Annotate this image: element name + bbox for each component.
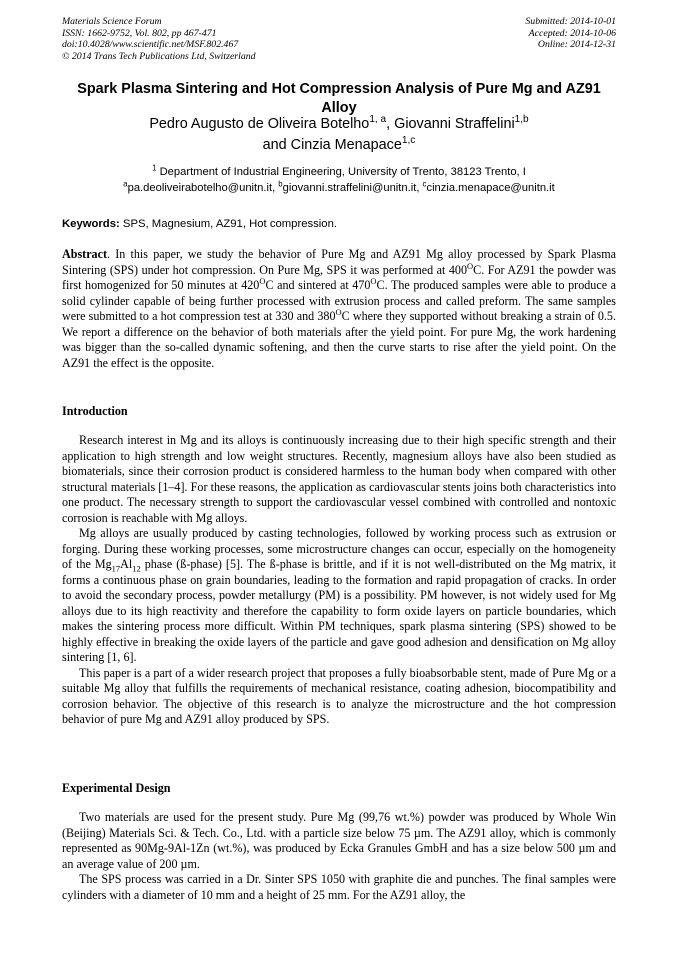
paragraph: This paper is a part of a wider research project that proposes a fully bioabsorbable stent, made of Pure Mg or a suitable Mg alloy that fulfills the requirements of mechanical resistance, coating adhesion, biocompatibility and corrosion behavior. The objective of this research is to analyze the microstructure and the hot compression behavior of pure Mg and AZ91 alloy produced by SPS. <box>62 665 616 726</box>
paragraph-text: Al <box>120 557 133 571</box>
section-heading-introduction: Introduction <box>62 404 128 418</box>
abstract-label: Abstract <box>62 247 108 261</box>
journal-name: Materials Science Forum <box>62 16 162 27</box>
author-separator: , <box>386 116 395 132</box>
subscript: 17 <box>111 563 121 574</box>
experimental-body <box>62 810 616 903</box>
author-name: Pedro Augusto de Oliveira Botelho <box>149 116 370 132</box>
degree-mark: O <box>335 306 342 317</box>
abstract-text: . In this paper, we study the behavior of Pure Mg and AZ91 Mg alloy processed by Spark Plasma Sintering (SPS) under hot compression. On Pure Mg, SPS it was performed at 400 <box>62 247 616 277</box>
paragraph-text: phase (ß-phase) [5]. The ß-phase is brittle, and if it is not well-distributed on the Mg matrix, it forms a continuous phase on grain boundaries, leading to the formation and rapid propagation of cracks. In order to avoid the secondary process, powder metallurgy (PM) is a possibility. PM however, is not widely used for Mg alloys due to its high reactivity and therefore the capability to form oxide layers on particle boundaries, which makes the sintering process more difficult. Within PM techniques, spark plasma sintering (SPS) showed to be highly effective in breaking the oxide layers of the particle and gave good adhesion and densification on Mg alloy sintering [1, 6]. <box>62 557 616 664</box>
doi: doi:10.4028/www.scientific.net/MSF.802.467 <box>62 39 239 51</box>
keywords-text: SPS, Magnesium, AZ91, Hot compression. <box>119 218 338 230</box>
degree-mark: O <box>370 275 377 286</box>
affil-text: Department of Industrial Engineering, University of Trento, 38123 Trento, I <box>156 166 526 178</box>
email-link[interactable]: giovanni.straffelini@unitn.it, <box>282 181 423 194</box>
abstract <box>62 247 616 371</box>
degree-mark: O <box>259 275 266 286</box>
dates-header <box>525 16 616 51</box>
author-affil-mark: 1,c <box>401 135 416 147</box>
abstract-text: C where they supported without breaking a strain of 0.5. We report a difference on the behavior of both materials after the yield point. For pure Mg, the work hardening was bigger than the so-called dynamic softening, and then the curve starts to rise after the yield point. On the AZ91 the effect is the opposite. <box>62 309 616 370</box>
degree-mark: O <box>467 260 474 271</box>
submitted-date: Submitted: 2014-10-01 <box>525 16 616 27</box>
email-mark: b <box>278 178 283 188</box>
journal-header <box>62 16 256 62</box>
accepted-date: Accepted: 2014-10-06 <box>528 27 616 39</box>
paragraph: The SPS process was carried in a Dr. Sinter SPS 1050 with graphite die and punches. The final samples were cylinders with a diameter of 10 mm and a height of 25 mm. For the AZ91 alloy, the <box>62 872 616 902</box>
paragraph: Two materials are used for the present study. Pure Mg (99,76 wt.%) powder was produced by Whole Win (Beijing) Materials Sci. & Tech. Co., Ltd. with a particle size below 75 µm. The AZ91 alloy, which is commonly represented as 90Mg-9Al-1Zn (wt.%), was produced by Ecka Granules GmbH and has a size below 500 µm and an average value of 200 µm. <box>62 810 616 871</box>
subscript: 12 <box>132 563 141 574</box>
email-link[interactable]: pa.deoliveirabotelho@unitn.it, <box>127 181 279 194</box>
paragraph: Research interest in Mg and its alloys is continuously increasing due to their high specific strength and their application to high strength and low weight structures. Recently, magnesium alloys have also been studied as biomaterials, since their corrosion product is considered harmless to the human body when compared with other structural materials [1–4]. For these reasons, the application as cardiovascular stents joins both characteristics into one product. The necessary strength to support the cardiovascular vessel combined with controlled and nontoxic corrosion is reachable with Mg alloys. <box>62 433 616 525</box>
keywords <box>62 218 616 230</box>
paper-title: Spark Plasma Sintering and Hot Compression Analysis of Pure Mg and AZ91 Alloy <box>77 81 601 116</box>
affil-mark: 1 <box>152 163 157 173</box>
email-mark: a <box>123 178 128 188</box>
authors <box>62 114 616 156</box>
email-mark: c <box>422 178 427 188</box>
issn: ISSN: 1662-9752, Vol. 802, pp 467-471 <box>62 27 217 39</box>
abstract-text: C. For AZ91 the powder was first homogenized for 50 minutes at 420 <box>62 262 616 292</box>
author-affil-mark: 1, a <box>369 114 387 126</box>
keywords-label: Keywords: <box>62 218 120 230</box>
abstract-text: C. The produced samples were able to produce a solid cylinder capable of being further processed with extrusion process and called preform. The same samples were submitted to a hot compression test at 330 and 380 <box>62 278 617 323</box>
paragraph <box>62 526 616 666</box>
abstract-text: C and sintered at 470 <box>265 278 371 292</box>
affiliation <box>62 165 616 196</box>
introduction-body <box>62 433 616 728</box>
paragraph-text: Mg alloys are usually produced by casting technologies, followed by working process such as extrusion or forging. During these working processes, some microstructure changes can occur, especially on the homogeneity of the Mg <box>62 526 616 571</box>
author-affil-mark: 1,b <box>514 114 529 126</box>
author-name: and Cinzia Menapace <box>262 137 402 153</box>
author-name: Giovanni Straffelini <box>394 116 515 132</box>
section-heading-experimental: Experimental Design <box>62 781 171 795</box>
email-link[interactable]: cinzia.menapace@unitn.it <box>426 181 555 194</box>
online-date: Online: 2014-12-31 <box>537 39 616 51</box>
copyright: © 2014 Trans Tech Publications Ltd, Switzerland <box>62 50 256 62</box>
